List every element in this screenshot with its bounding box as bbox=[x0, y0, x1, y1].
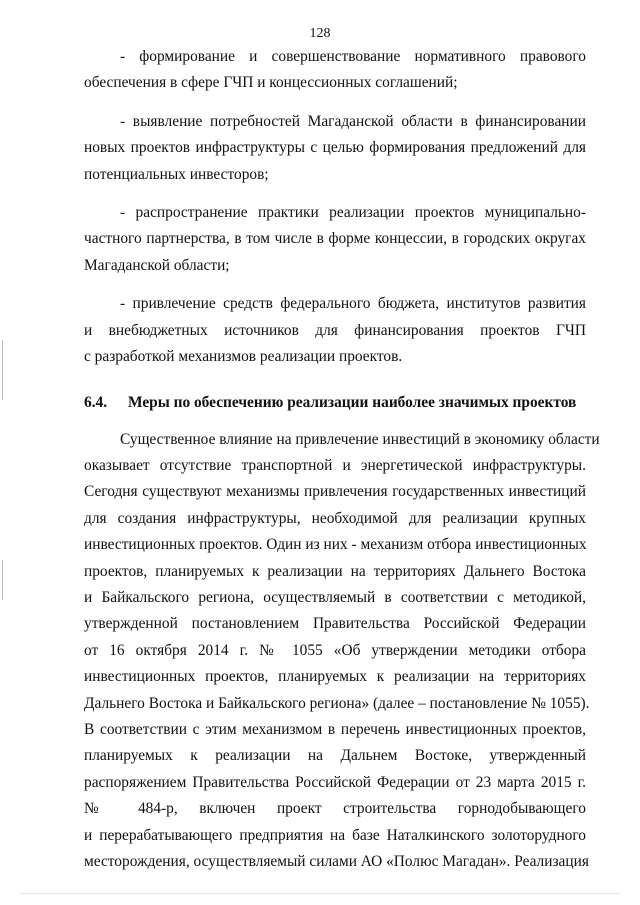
text-line: - формирование и совершенствование нормативного правового bbox=[120, 48, 586, 65]
text-line: проектов, планируемых к реализации на территориях Дальнего Востока bbox=[84, 562, 586, 580]
list-item bbox=[84, 291, 586, 370]
text-line: обеспечения в сфере ГЧП и концессионных соглашений; bbox=[84, 74, 458, 92]
text-line: Дальнего Востока и Байкальского региона» (далее – постановление № 1055). bbox=[84, 694, 590, 712]
section-heading bbox=[84, 390, 586, 416]
text-line: В соответствии с этим механизмом в перечень инвестиционных проектов, bbox=[84, 720, 586, 738]
text-line: новых проектов инфраструктуры с целью формирования предложений для bbox=[84, 139, 586, 157]
text-line: и Байкальского региона, осуществляемый в соответствии с методикой, bbox=[84, 589, 586, 607]
page-number: 128 bbox=[309, 26, 331, 41]
page-body bbox=[84, 44, 600, 875]
text-line: месторождения, осуществляемый силами АО «Полюс Магадан». Реализация bbox=[84, 852, 589, 870]
text-line: частного партнерства, в том числе в форме концессии, в городских округах bbox=[84, 230, 586, 248]
text-line: Существенное влияние на привлечение инвестиций в экономику области bbox=[120, 430, 600, 448]
text-line: потенциальных инвесторов; bbox=[84, 165, 269, 183]
list-item bbox=[84, 109, 586, 188]
section-title: Меры по обеспечению реализации наиболее значимых проектов bbox=[128, 394, 577, 412]
text-line: с разработкой механизмов реализации проектов. bbox=[84, 347, 403, 365]
text-line: распоряжением Правительства Российской Федерации от 23 марта 2015 г. bbox=[84, 773, 586, 791]
text-line: № 484-р, включен проект строительства горнодобывающего bbox=[84, 800, 586, 818]
list-item bbox=[84, 44, 586, 97]
text-line: и внебюджетных источников для финансирования проектов ГЧП bbox=[84, 321, 586, 339]
text-line: - распространение практики реализации проектов муниципально- bbox=[120, 203, 586, 221]
text-line: - привлечение средств федерального бюджета, институтов развития bbox=[120, 295, 586, 313]
text-line: от 16 октября 2014 г. № 1055 «Об утверждении методики отбора bbox=[84, 641, 586, 659]
body-paragraph bbox=[84, 427, 600, 876]
text-line: оказывает отсутствие транспортной и энергетической инфраструктуры. bbox=[84, 457, 586, 475]
scan-margin-mark bbox=[2, 340, 3, 400]
text-line: и перерабатывающего предприятия на базе Наталкинского золоторудного bbox=[84, 826, 586, 844]
text-line: утвержденной постановлением Правительства Российской Федерации bbox=[84, 615, 586, 633]
text-line: Сегодня существуют механизмы привлечения государственных инвестиций bbox=[84, 483, 586, 501]
scan-edge-line bbox=[20, 893, 620, 894]
scan-margin-mark bbox=[2, 560, 3, 600]
text-line: планируемых к реализации на Дальнем Востоке, утвержденный bbox=[84, 747, 586, 765]
list-item bbox=[84, 200, 586, 279]
section-number: 6.4. bbox=[84, 394, 108, 412]
text-line: Магаданской области; bbox=[84, 256, 230, 274]
text-line: - выявление потребностей Магаданской области в финансировании bbox=[120, 112, 586, 130]
text-line: инвестиционных проектов. Один из них - механизм отбора инвестиционных bbox=[84, 536, 587, 554]
text-line: инвестиционных проектов, планируемых к реализации на территориях bbox=[84, 668, 586, 686]
text-line: для создания инфраструктуры, необходимой для реализации крупных bbox=[84, 509, 586, 527]
